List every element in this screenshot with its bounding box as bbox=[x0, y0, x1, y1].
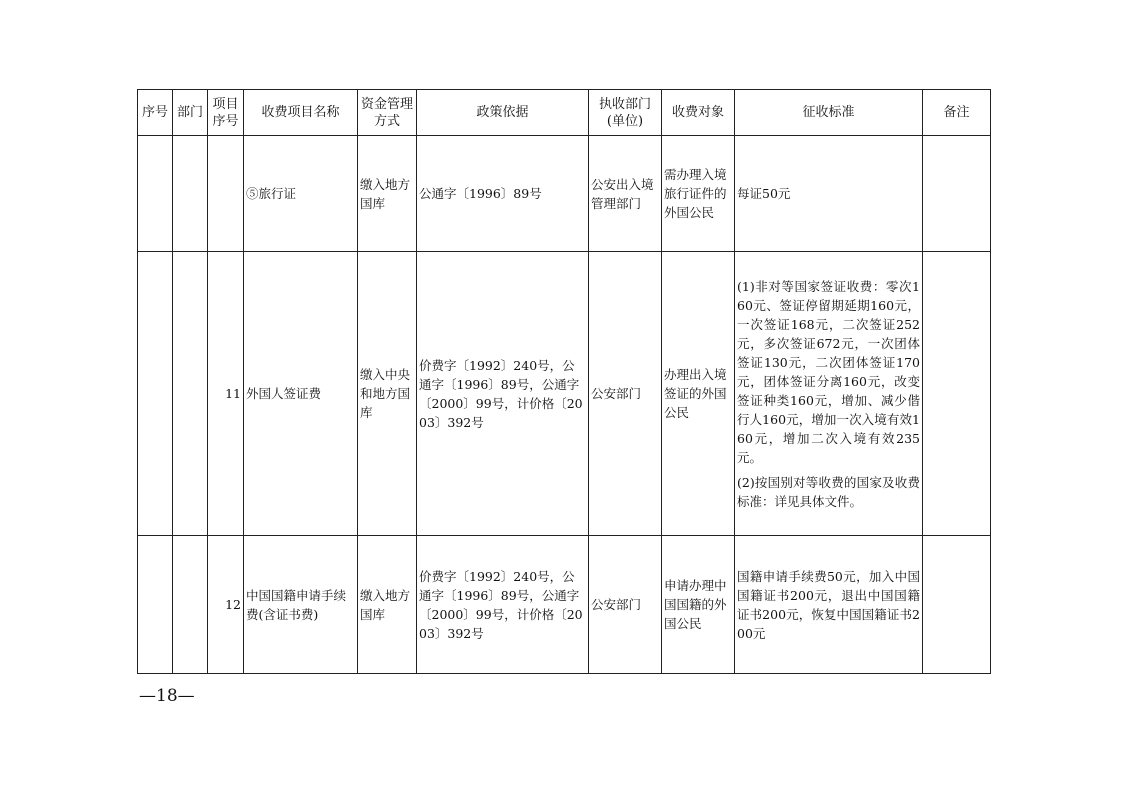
header-item-seq: 项目序号 bbox=[208, 90, 244, 136]
cell-payer: 需办理入境旅行证件的外国公民 bbox=[662, 136, 735, 252]
cell-seq bbox=[138, 536, 173, 674]
cell-item-name: 中国国籍申请手续费(含证书费) bbox=[244, 536, 358, 674]
table-header-row bbox=[138, 90, 991, 136]
cell-policy: 价费字〔1992〕240号，公通字〔1996〕89号，公通字〔2000〕99号，计价格〔2003〕392号 bbox=[417, 252, 589, 536]
header-fund-mgmt: 资金管理方式 bbox=[358, 90, 417, 136]
cell-collector: 公安部门 bbox=[589, 252, 662, 536]
cell-item-name: 外国人签证费 bbox=[244, 252, 358, 536]
cell-item-seq bbox=[208, 136, 244, 252]
cell-payer: 办理出入境签证的外国公民 bbox=[662, 252, 735, 536]
standard-text: 国籍申请手续费50元，加入中国国籍证书200元，退出中国国籍证书200元，恢复中国国籍证书200元 bbox=[737, 568, 920, 641]
standard-text: (1)非对等国家签证收费：零次160元、签证停留期延期160元， 一次签证168元，二次签证252元，多次签证672元，一次团体签证130元，二次团体签证170元，团体签证分离160元，改变签证种类160元，增加、减少偕行人160元，增加一次入境有效160元，增加二次入境有效235元。 bbox=[737, 278, 920, 465]
cell-policy: 价费字〔1992〕240号，公通字〔1996〕89号，公通字〔2000〕99号，计价格〔2003〕392号 bbox=[417, 536, 589, 674]
header-policy: 政策依据 bbox=[417, 90, 589, 136]
cell-remark bbox=[923, 536, 991, 674]
page-number: —18— bbox=[139, 686, 195, 706]
cell-seq bbox=[138, 136, 173, 252]
cell-dept bbox=[173, 252, 208, 536]
cell-item-seq: 12 bbox=[208, 536, 244, 674]
cell-standard bbox=[735, 136, 923, 252]
cell-fund-mgmt: 缴入地方国库 bbox=[358, 536, 417, 674]
cell-collector: 公安出入境管理部门 bbox=[589, 136, 662, 252]
header-item-name: 收费项目名称 bbox=[244, 90, 358, 136]
header-dept: 部门 bbox=[173, 90, 208, 136]
standard-text: 每证50元 bbox=[737, 186, 791, 201]
cell-seq bbox=[138, 252, 173, 536]
header-payer: 收费对象 bbox=[662, 90, 735, 136]
header-remark: 备注 bbox=[923, 90, 991, 136]
table-row bbox=[138, 136, 991, 252]
cell-item-seq: 11 bbox=[208, 252, 244, 536]
cell-standard bbox=[735, 536, 923, 674]
cell-fund-mgmt: 缴入地方国库 bbox=[358, 136, 417, 252]
cell-policy: 公通字〔1996〕89号 bbox=[417, 136, 589, 252]
fee-table bbox=[137, 89, 991, 674]
cell-collector: 公安部门 bbox=[589, 536, 662, 674]
header-collector: 执收部门(单位) bbox=[589, 90, 662, 136]
table-row bbox=[138, 536, 991, 674]
standard-text: (2)按国别对等收费的国家及收费标准：详见具体文件。 bbox=[737, 474, 920, 509]
cell-item-name: ⑤旅行证 bbox=[244, 136, 358, 252]
table-row bbox=[138, 252, 991, 536]
cell-payer: 申请办理中国国籍的外国公民 bbox=[662, 536, 735, 674]
header-seq: 序号 bbox=[138, 90, 173, 136]
header-standard: 征收标准 bbox=[735, 90, 923, 136]
cell-dept bbox=[173, 536, 208, 674]
cell-standard bbox=[735, 252, 923, 536]
cell-fund-mgmt: 缴入中央和地方国库 bbox=[358, 252, 417, 536]
cell-dept bbox=[173, 136, 208, 252]
cell-remark bbox=[923, 252, 991, 536]
cell-remark bbox=[923, 136, 991, 252]
